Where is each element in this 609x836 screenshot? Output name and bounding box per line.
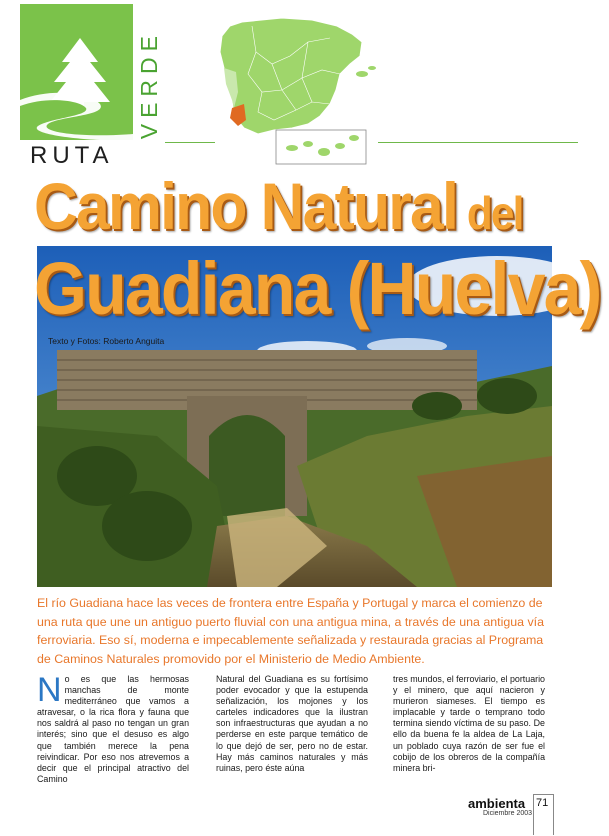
winding-road-icon (20, 4, 133, 140)
article-title-line-1: Camino Natural del (34, 169, 523, 243)
issue-date: Diciembre 2003 (483, 810, 533, 817)
section-ruta: RUTA (30, 142, 114, 169)
page-number: 71 (536, 797, 549, 809)
photo-credit: Texto y Fotos: Roberto Anguita (48, 336, 165, 346)
ruta-verde-logo (20, 4, 133, 140)
article-title-line-2: Guadiana (Huelva) (34, 247, 601, 330)
drop-cap: N (37, 671, 62, 709)
section-verde: VERDE (136, 30, 162, 140)
body-column-2: Natural del Guadiana es su fortísimo poder evocador y que la estupenda señalización, los mojones y los carteles indicadores que la ilustran son infraestructuras que ayudan a no perderse en este parque temático de lo que dejó de ser, pero no de estar. Hay más caminos naturales y más ruinas, pero éste aúna (216, 674, 368, 773)
body-column-1: No es que las hermosas manchas de monte mediterráneo que vamos a atravesar, o la rica flora y fauna que nos saldrá al paso no tengan un gran interés; sino que el desuso es algo que también merece la pena reivindicar. Por eso nos atrevemos a decir que el principal atractivo del Camino (37, 671, 189, 784)
lead-paragraph: El río Guadiana hace las veces de frontera entre España y Portugal y marca el comienzo de una ruta que une un antiguo puerto fluvial con una antigua mina, a través de una antigua vía ferroviaria. Eso sí, moderna e impecablemente señalizada y restaurada gracias al Programa de Caminos Naturales promovido por el Ministerio de Medio Ambiente. (37, 596, 545, 666)
spain-map-icon (212, 12, 382, 172)
magazine-name: ambienta (468, 796, 526, 811)
body-column-3: tres mundos, el ferroviario, el portuario y el minero, que aquí nacieron y murieron siameses. El tiempo es implacable y tarde o temprano todo termina siendo víctima de su paso. De ello da buena fe la aldea de La Laja, un poblado cuya razón de ser fue el cobijo de los obreros de la compañía minera bri- (393, 674, 545, 773)
divider-line-right (378, 142, 578, 143)
divider-line-left (165, 142, 215, 143)
